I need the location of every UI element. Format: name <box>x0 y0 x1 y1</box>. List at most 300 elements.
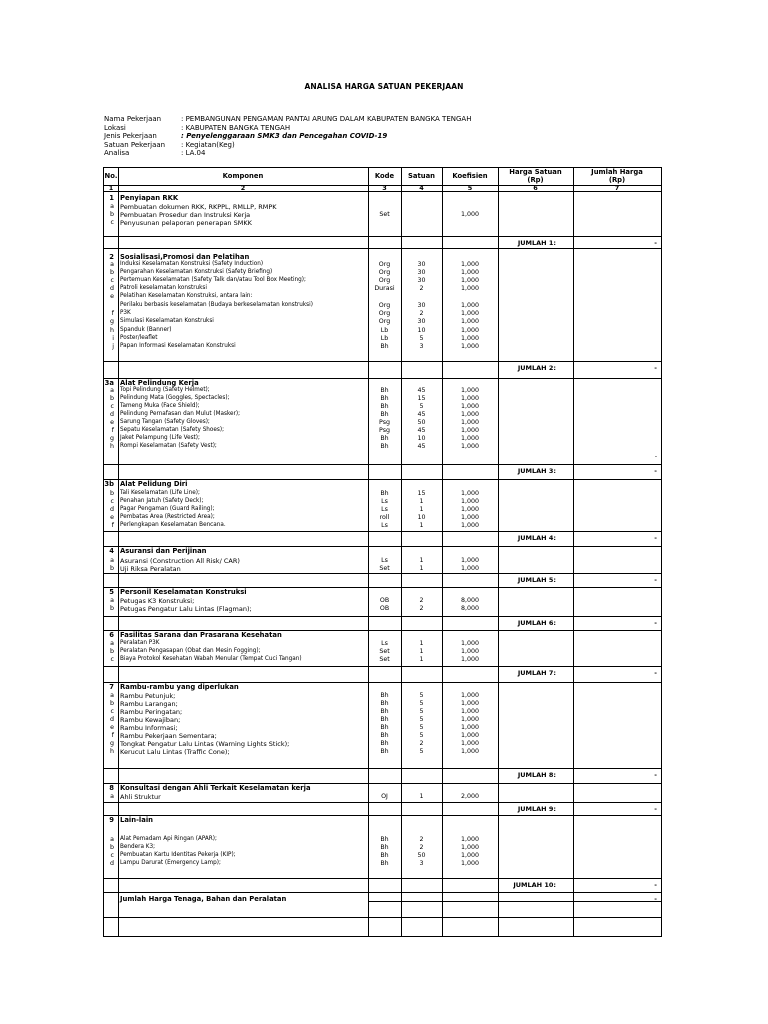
item-letter: h <box>110 327 114 334</box>
item-label: Peralatan Pengasapan (Obat dan Mesin Fogging); <box>120 648 261 654</box>
item-quantity: 2 <box>419 285 424 292</box>
grid-line <box>498 168 499 936</box>
section-title: Alat Pelidung Diri <box>120 480 188 488</box>
row-divider <box>104 616 661 617</box>
item-unit: Org <box>378 277 391 284</box>
grid-line <box>118 168 119 936</box>
subtotal-value: - <box>654 619 657 627</box>
item-quantity: 50 <box>417 852 426 859</box>
item-coefficient: 1,000 <box>460 269 480 276</box>
item-quantity: 30 <box>417 261 426 268</box>
item-coefficient: 1,000 <box>460 310 480 317</box>
item-label: Rambu Petunjuk; <box>120 692 176 700</box>
item-letter: c <box>110 656 114 663</box>
section-title: Fasilitas Sarana dan Prasarana Kesehatan <box>120 631 282 639</box>
item-coefficient: 1,000 <box>460 411 480 418</box>
item-letter: d <box>110 506 114 513</box>
item-quantity: 2 <box>419 597 424 604</box>
item-unit: Ls <box>381 506 388 513</box>
item-coefficient: 1,000 <box>460 724 480 731</box>
item-quantity: 2 <box>419 836 424 843</box>
item-coefficient: 1,000 <box>460 656 480 663</box>
item-label: Petugas Pengatur Lalu Lintas (Flagman); <box>120 605 252 613</box>
info-label: Analisa <box>104 149 130 157</box>
item-unit: roll <box>379 514 390 521</box>
item-letter: c <box>110 852 114 859</box>
item-quantity: 45 <box>417 387 426 394</box>
item-unit: OB <box>379 605 390 612</box>
item-letter: a <box>110 557 114 564</box>
item-quantity: 1 <box>419 565 424 572</box>
item-coefficient: 1,000 <box>460 514 480 521</box>
item-label: Patroli keselamatan konstruksi <box>120 285 207 291</box>
info-row-jenis-pekerjaan <box>104 132 471 141</box>
item-coefficient: 1,000 <box>460 403 480 410</box>
info-value: : Kegiatan(Keg) <box>181 140 235 149</box>
item-coefficient: 1,000 <box>460 335 480 342</box>
item-label: Perilaku berbasis keselamatan (Budaya berkeselamatan konstruksi) <box>120 302 313 308</box>
item-unit: Set <box>379 565 390 572</box>
item-quantity: 2 <box>419 844 424 851</box>
item-label: Penahan Jatuh (Safety Deck); <box>120 498 204 504</box>
section-title: Personil Keselamatan Konstruksi <box>120 588 247 596</box>
item-letter: e <box>110 419 114 426</box>
item-coefficient: 2,000 <box>460 793 480 800</box>
item-quantity: 5 <box>419 403 424 410</box>
section-title: Alat Pelindung Kerja <box>120 379 199 387</box>
header-harga-satuan: Harga Satuan (Rp) <box>509 168 562 184</box>
item-unit: Set <box>379 648 390 655</box>
section-title: Lain-lain <box>120 816 153 824</box>
item-quantity: 10 <box>417 514 426 521</box>
section-number: 3b <box>104 480 114 488</box>
header-satuan: Satuan <box>408 171 435 180</box>
subtotal-label: JUMLAH 2: <box>517 364 556 372</box>
item-letter: a <box>110 597 114 604</box>
item-letter: i <box>112 335 114 342</box>
item-quantity: 2 <box>419 740 424 747</box>
section-number: 1 <box>109 194 114 202</box>
item-unit: Bh <box>380 748 389 755</box>
item-unit: Bh <box>380 724 389 731</box>
item-unit: Bh <box>380 852 389 859</box>
item-quantity: 30 <box>417 277 426 284</box>
item-letter: a <box>110 203 114 210</box>
info-row-lokasi <box>104 124 471 133</box>
item-coefficient: 1,000 <box>460 732 480 739</box>
item-letter: e <box>110 724 114 731</box>
item-coefficient: 1,000 <box>460 443 480 450</box>
item-letter: a <box>110 836 114 843</box>
item-quantity: 5 <box>419 732 424 739</box>
section-number: 2 <box>109 253 114 261</box>
item-quantity: 30 <box>417 269 426 276</box>
item-letter: b <box>110 269 114 276</box>
item-letter: h <box>110 443 114 450</box>
section-title: Asuransi dan Perijinan <box>120 547 207 555</box>
item-coefficient: 1,000 <box>460 327 480 334</box>
section-title: Konsultasi dengan Ahli Terkait Keselamatan kerja <box>120 784 311 792</box>
subtotal-label: JUMLAH 4: <box>517 534 556 542</box>
item-coefficient: 1,000 <box>460 692 480 699</box>
section-title: Rambu-rambu yang diperlukan <box>120 683 239 691</box>
header-koefisien: Koefisien <box>452 171 488 180</box>
item-coefficient: 1,000 <box>460 277 480 284</box>
info-row-nama-pekerjaan <box>104 115 471 124</box>
item-coefficient: 1,000 <box>460 565 480 572</box>
item-letter: b <box>110 648 114 655</box>
section-number: 6 <box>109 631 114 639</box>
item-letter: f <box>111 310 114 317</box>
item-letter: b <box>110 395 114 402</box>
subtotal-value: - <box>654 771 657 779</box>
item-quantity: 1 <box>419 656 424 663</box>
item-letter: c <box>110 498 114 505</box>
item-unit: OB <box>379 597 390 604</box>
row-divider <box>104 361 661 362</box>
analysis-table <box>103 167 662 937</box>
item-label: Pelindung Mata (Goggles, Spectacles); <box>120 395 230 401</box>
item-unit: Org <box>378 302 391 309</box>
row-divider <box>104 479 661 480</box>
subtotal-value: - <box>654 576 657 584</box>
info-row-analisa <box>104 149 471 158</box>
item-letter: e <box>110 293 114 300</box>
item-unit: Set <box>379 211 390 218</box>
item-label: Rambu Peringatan; <box>120 708 183 716</box>
item-letter: a <box>110 793 114 800</box>
row-divider <box>104 248 661 249</box>
subtotal-value: - <box>654 534 657 542</box>
col-number: 5 <box>467 184 473 192</box>
item-unit: Org <box>378 310 391 317</box>
item-unit: Set <box>379 656 390 663</box>
item-unit: Ls <box>381 557 388 564</box>
item-unit: Ls <box>381 522 388 529</box>
item-unit: Bh <box>380 740 389 747</box>
item-label: Lampu Darurat (Emergency Lamp); <box>120 860 221 866</box>
item-letter: b <box>110 844 114 851</box>
item-unit: Bh <box>380 700 389 707</box>
section-number: 5 <box>109 588 114 596</box>
item-letter: g <box>110 435 114 442</box>
item-quantity: 3 <box>419 343 424 350</box>
subtotal-value: - <box>654 881 657 889</box>
col-number: 6 <box>533 184 538 192</box>
col-number-divider <box>104 191 661 192</box>
item-unit: Bh <box>380 387 389 394</box>
item-letter: b <box>110 700 114 707</box>
subtotal-value: - <box>654 364 657 372</box>
item-quantity: 1 <box>419 793 424 800</box>
section-number: 9 <box>109 816 114 824</box>
col-number: 4 <box>419 184 424 192</box>
item-label: P3K <box>120 310 131 316</box>
item-coefficient: 1,000 <box>460 700 480 707</box>
row-divider <box>104 917 661 918</box>
subtotal-label: JUMLAH 5: <box>517 576 556 584</box>
section-number: 4 <box>109 547 114 555</box>
item-quantity: 1 <box>419 648 424 655</box>
subtotal-label: JUMLAH 6: <box>517 619 556 627</box>
item-label: Pagar Pengaman (Guard Railing); <box>120 506 215 512</box>
item-coefficient: 1,000 <box>460 852 480 859</box>
item-letter: c <box>110 708 114 715</box>
subtotal-label: JUMLAH 8: <box>517 771 556 779</box>
info-value: : PEMBANGUNAN PENGAMAN PANTAI ARUNG DALAM KABUPATEN BANGKA TENGAH <box>181 115 472 123</box>
item-unit: Bh <box>380 403 389 410</box>
item-label: Penyusunan pelaporan penerapan SMKK <box>120 219 252 227</box>
item-quantity: 1 <box>419 557 424 564</box>
item-quantity: 30 <box>417 318 426 325</box>
item-coefficient: 1,000 <box>460 522 480 529</box>
item-coefficient: 1,000 <box>460 285 480 292</box>
item-coefficient: 1,000 <box>460 427 480 434</box>
info-row-satuan-pekerjaan <box>104 141 471 150</box>
item-quantity: 5 <box>419 716 424 723</box>
item-label: Biaya Protokol Kesehatan Wabah Menular (Tempat Cuci Tangan) <box>120 656 302 662</box>
row-divider <box>104 802 661 803</box>
grid-line <box>573 168 574 936</box>
item-coefficient: 1,000 <box>460 557 480 564</box>
item-letter: b <box>110 490 114 497</box>
item-coefficient: 1,000 <box>460 716 480 723</box>
item-quantity: 1 <box>419 522 424 529</box>
total-label: Jumlah Harga Tenaga, Bahan dan Peralatan <box>120 895 287 903</box>
total-value: - <box>654 895 657 903</box>
item-unit: Bh <box>380 692 389 699</box>
item-quantity: 15 <box>417 490 426 497</box>
item-unit: Org <box>378 318 391 325</box>
item-label: Tongkat Pengatur Lalu Lintas (Warning Lights Stick); <box>120 740 290 748</box>
item-quantity: 45 <box>417 427 426 434</box>
item-label: Sepatu Keselamatan (Safety Shoes); <box>120 427 224 433</box>
item-coefficient: 1,000 <box>460 211 480 218</box>
subtotal-label: JUMLAH 9: <box>517 805 556 813</box>
item-quantity: 5 <box>419 335 424 342</box>
item-label: Ahli Struktur <box>120 793 161 801</box>
document-title: ANALISA HARGA SATUAN PEKERJAAN <box>304 82 464 91</box>
item-quantity: 50 <box>417 419 426 426</box>
item-quantity: 10 <box>417 327 426 334</box>
item-unit: Bh <box>380 860 389 867</box>
item-quantity: 30 <box>417 302 426 309</box>
item-unit: Lb <box>380 327 389 334</box>
item-quantity: 1 <box>419 506 424 513</box>
item-quantity: 5 <box>419 708 424 715</box>
item-coefficient: 1,000 <box>460 836 480 843</box>
item-unit: Bh <box>380 490 389 497</box>
item-coefficient: 1,000 <box>460 498 480 505</box>
item-label: Pembuatan Kartu Identitas Pekerja (KIP); <box>120 852 236 858</box>
item-label: Topi Pelindung (Safety Helmet); <box>120 387 210 393</box>
subtotal-value: - <box>654 669 657 677</box>
item-label: Uji Riksa Peralatan <box>120 565 181 573</box>
item-unit: Ls <box>381 498 388 505</box>
item-label: Spanduk (Banner) <box>120 327 172 333</box>
item-label: Rambu Larangan; <box>120 700 178 708</box>
item-coefficient: 1,000 <box>460 419 480 426</box>
item-letter: h <box>110 748 114 755</box>
item-label: Rambu Kewajiban; <box>120 716 181 724</box>
item-letter: c <box>110 403 114 410</box>
subtotal-label: JUMLAH 3: <box>517 467 556 475</box>
item-label: Peralatan P3K <box>120 640 160 646</box>
item-coefficient: 1,000 <box>460 435 480 442</box>
item-letter: f <box>111 522 114 529</box>
item-letter: c <box>110 219 114 226</box>
row-divider <box>104 464 661 465</box>
item-quantity: 5 <box>419 692 424 699</box>
item-coefficient: 1,000 <box>460 506 480 513</box>
info-value: : Penyelenggaraan SMK3 dan Pencegahan COVID-19 <box>181 132 388 140</box>
item-label: Rambu Informasi; <box>120 724 178 732</box>
item-coefficient: 1,000 <box>460 748 480 755</box>
item-label: Petugas K3 Konstruksi; <box>120 597 195 605</box>
item-label: Kerucut Lalu Lintas (Traffic Cone); <box>120 748 230 756</box>
item-label: Perlengkapan Keselamatan Bencana. <box>120 522 226 528</box>
item-letter: d <box>110 285 114 292</box>
item-unit: Bh <box>380 443 389 450</box>
item-quantity: 5 <box>419 700 424 707</box>
row-divider <box>104 531 661 532</box>
item-quantity: 45 <box>417 411 426 418</box>
item-coefficient: 1,000 <box>460 708 480 715</box>
header-kode: Kode <box>374 171 395 180</box>
info-label: Jenis Pekerjaan <box>104 132 157 140</box>
info-label: Satuan Pekerjaan <box>104 140 166 149</box>
row-divider <box>104 892 661 893</box>
item-quantity: 45 <box>417 443 426 450</box>
item-letter: a <box>110 640 114 647</box>
item-label: Tameng Muka (Face Shield); <box>120 403 200 409</box>
header-komponen: Komponen <box>222 171 264 180</box>
item-label: Tali Keselamatan (Life Line); <box>120 490 200 496</box>
subtotal-value: - <box>654 239 657 247</box>
item-unit: Bh <box>380 836 389 843</box>
item-label: Papan Informasi Keselamatan Konstruksi <box>120 343 236 349</box>
item-unit: Bh <box>380 716 389 723</box>
item-quantity: 3 <box>419 860 424 867</box>
item-quantity: 1 <box>419 640 424 647</box>
item-quantity: 2 <box>419 605 424 612</box>
subtotal-label: JUMLAH 10: <box>513 881 556 889</box>
item-label: Sarung Tangan (Safety Gloves); <box>120 419 210 425</box>
item-label: Pengarahan Keselamatan Konstruksi (Safety Briefing) <box>120 269 273 275</box>
item-unit: Bh <box>380 343 389 350</box>
item-label: Simulasi Keselamatan Konstruksi <box>120 318 214 324</box>
item-coefficient: 1,000 <box>460 640 480 647</box>
item-label: Induksi Keselamatan Konstruksi (Safety Induction) <box>120 261 264 267</box>
item-letter: a <box>110 261 114 268</box>
item-quantity: 2 <box>419 310 424 317</box>
row-divider <box>104 768 661 769</box>
item-coefficient: 1,000 <box>460 261 480 268</box>
item-unit: Psg <box>379 427 390 434</box>
info-label: Nama Pekerjaan <box>104 115 162 123</box>
subtotal-value: - <box>654 467 657 475</box>
section-title: Penyiapan RKK <box>120 194 179 202</box>
item-quantity: 1 <box>419 498 424 505</box>
project-info <box>104 115 471 158</box>
item-label: Alat Pemadam Api Ringan (APAR); <box>120 836 217 842</box>
item-unit: Bh <box>380 435 389 442</box>
row-divider <box>104 573 661 574</box>
item-letter: a <box>110 387 114 394</box>
item-letter: e <box>110 514 114 521</box>
header-jumlah-harga: Jumlah Harga (Rp) <box>591 168 643 184</box>
item-unit: Bh <box>380 732 389 739</box>
item-coefficient: 1,000 <box>460 740 480 747</box>
item-label: Rompi Keselamatan (Safety Vest); <box>120 443 217 449</box>
item-coefficient: 1,000 <box>460 860 480 867</box>
item-label: Bendera K3; <box>120 844 156 850</box>
row-divider <box>104 878 661 879</box>
item-coefficient: 1,000 <box>460 343 480 350</box>
item-label: Jaket Pelampung (Life Vest); <box>120 435 200 441</box>
item-label: Pertemuan Keselamatan (Safety Talk dan/atau Tool Box Meeting); <box>120 277 306 283</box>
col-number: 7 <box>614 184 620 192</box>
item-coefficient: 1,000 <box>460 387 480 394</box>
item-coefficient: 8,000 <box>460 605 480 612</box>
section-number: 8 <box>109 784 114 792</box>
item-coefficient: 1,000 <box>460 490 480 497</box>
item-unit: Org <box>378 261 391 268</box>
info-value: : KABUPATEN BANGKA TENGAH <box>181 123 291 132</box>
item-unit: Psg <box>379 419 390 426</box>
section-number: 3a <box>104 379 114 387</box>
col-number: 3 <box>382 184 387 192</box>
item-unit: Lb <box>380 335 389 342</box>
item-letter: d <box>110 860 114 867</box>
item-unit: Ls <box>381 640 388 647</box>
item-letter: g <box>110 318 114 325</box>
section-title: Sosialisasi,Promosi dan Pelatihan <box>120 253 250 261</box>
col-number: 2 <box>240 184 246 192</box>
info-value: : LA.04 <box>181 149 206 157</box>
item-unit: Bh <box>380 844 389 851</box>
item-label: Pembuatan dokumen RKK, RKPPL, RMLLP, RMPK <box>120 203 277 211</box>
subtotal-value: - <box>654 805 657 813</box>
item-letter: d <box>110 411 114 418</box>
item-quantity: 10 <box>417 435 426 442</box>
item-coefficient: 1,000 <box>460 318 480 325</box>
item-label: Pembuatan Prosedur dan Instruksi Kerja <box>120 211 251 219</box>
item-quantity: 15 <box>417 395 426 402</box>
row-divider <box>104 236 661 237</box>
item-label: Pembatas Area (Restricted Area); <box>120 514 215 520</box>
item-unit: Org <box>378 269 391 276</box>
item-label: Pelindung Pernafasan dan Mulut (Masker); <box>120 411 241 417</box>
item-letter: f <box>111 427 114 434</box>
item-unit: Bh <box>380 708 389 715</box>
row-divider <box>104 666 661 667</box>
item-unit: Durasi <box>374 285 395 292</box>
item-coefficient: 8,000 <box>460 597 480 604</box>
item-letter: b <box>110 605 114 612</box>
subtotal-label: JUMLAH 1: <box>517 239 556 247</box>
item-unit: Bh <box>380 411 389 418</box>
item-label: Rambu Pekerjaan Sementara; <box>120 732 217 740</box>
item-letter: c <box>110 277 114 284</box>
item-letter: j <box>112 343 114 350</box>
item-letter: b <box>110 565 114 572</box>
item-label: Pelatihan Keselamatan Konstruksi, antara lain: <box>120 293 253 299</box>
subtotal-label: JUMLAH 7: <box>517 669 556 677</box>
item-letter: d <box>110 716 114 723</box>
item-quantity: 5 <box>419 724 424 731</box>
row-divider <box>368 901 661 902</box>
